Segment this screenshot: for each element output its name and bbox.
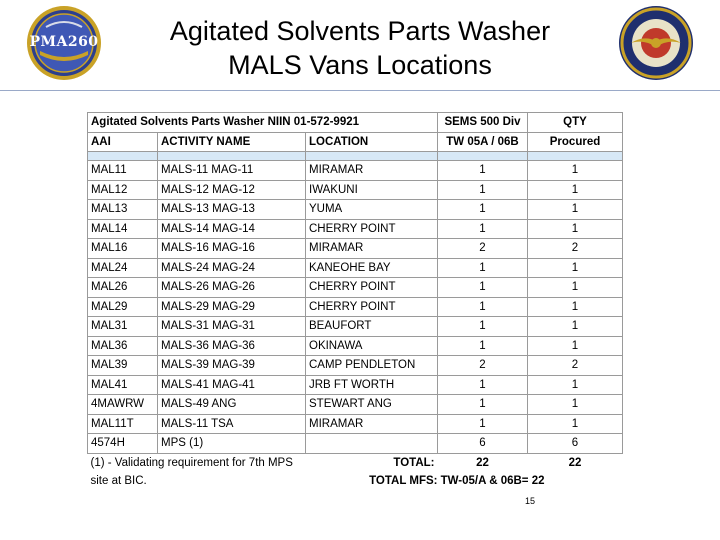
procured-count-cell: 1 [528, 200, 623, 220]
table-row [88, 180, 623, 200]
sems-count-cell: 2 [438, 356, 528, 376]
total-mfs: TOTAL MFS: TW-05/A & 06B= 22 [369, 475, 545, 488]
table-row [88, 414, 623, 434]
sems-count-cell: 1 [438, 180, 528, 200]
pma260-logo-text: PMA260 [29, 34, 99, 50]
aai-cell: MAL39 [88, 356, 158, 376]
procured-count-cell: 1 [528, 414, 623, 434]
location-cell: CHERRY POINT [306, 297, 438, 317]
activity-name-cell: MALS-29 MAG-29 [158, 297, 306, 317]
table-footer-row-1 [88, 453, 623, 472]
total-sems-value: 22 [476, 456, 489, 469]
title-divider [0, 90, 720, 91]
procured-count-cell: 2 [528, 239, 623, 259]
activity-header-cell: ACTIVITY NAME [158, 132, 306, 152]
location-cell: CAMP PENDLETON [306, 356, 438, 376]
table-row [88, 395, 623, 415]
activity-name-cell: MALS-24 MAG-24 [158, 258, 306, 278]
aai-cell: MAL24 [88, 258, 158, 278]
sems-count-cell: 1 [438, 258, 528, 278]
title-line-1: Agitated Solvents Parts Washer [169, 16, 551, 46]
procured-count-cell: 1 [528, 375, 623, 395]
aai-cell: MAL29 [88, 297, 158, 317]
procured-count-cell: 1 [528, 219, 623, 239]
procured-count-cell: 1 [528, 395, 623, 415]
location-cell: MIRAMAR [306, 161, 438, 181]
aai-cell: MAL36 [88, 336, 158, 356]
sems-count-cell: 1 [438, 317, 528, 337]
location-cell: CHERRY POINT [306, 278, 438, 298]
sems-count-cell: 6 [438, 434, 528, 454]
table-row [88, 161, 623, 181]
sems-count-cell: 1 [438, 161, 528, 181]
table-row [88, 434, 623, 454]
tw-header-cell: TW 05A / 06B [438, 132, 528, 152]
table-row [88, 278, 623, 298]
table-title-cell: Agitated Solvents Parts Washer NIIN 01-572-9921 [88, 113, 438, 133]
sems-header-cell: SEMS 500 Div [438, 113, 528, 133]
procured-count-cell: 1 [528, 297, 623, 317]
footnote-line-1: (1) - Validating requirement for 7th MPS [90, 456, 293, 469]
table-header-row-2 [88, 132, 623, 152]
table-spacer-row [88, 152, 623, 161]
activity-name-cell: MALS-14 MAG-14 [158, 219, 306, 239]
location-cell: CHERRY POINT [306, 219, 438, 239]
activity-name-cell: MALS-39 MAG-39 [158, 356, 306, 376]
sems-count-cell: 1 [438, 395, 528, 415]
aai-cell: MAL41 [88, 375, 158, 395]
pma260-logo [26, 5, 102, 81]
table-footer-row-2 [88, 472, 623, 491]
aai-cell: 4MAWRW [88, 395, 158, 415]
procured-count-cell: 1 [528, 161, 623, 181]
sems-count-cell: 1 [438, 297, 528, 317]
sems-count-cell: 1 [438, 278, 528, 298]
table-row [88, 219, 623, 239]
activity-name-cell: MALS-11 MAG-11 [158, 161, 306, 181]
locations-table [87, 112, 623, 491]
activity-name-cell: MPS (1) [158, 434, 306, 454]
table-row [88, 297, 623, 317]
location-cell: KANEOHE BAY [306, 258, 438, 278]
procured-count-cell: 6 [528, 434, 623, 454]
table-row [88, 317, 623, 337]
slide-title [130, 14, 590, 82]
total-label: TOTAL: [393, 456, 435, 469]
aai-cell: MAL12 [88, 180, 158, 200]
procured-count-cell: 1 [528, 258, 623, 278]
activity-name-cell: MALS-16 MAG-16 [158, 239, 306, 259]
sems-count-cell: 1 [438, 375, 528, 395]
location-cell: YUMA [306, 200, 438, 220]
aai-cell: MAL26 [88, 278, 158, 298]
table-row [88, 356, 623, 376]
table-row [88, 200, 623, 220]
activity-name-cell: MALS-12 MAG-12 [158, 180, 306, 200]
sems-count-cell: 1 [438, 219, 528, 239]
table-row [88, 239, 623, 259]
table-row [88, 375, 623, 395]
sems-count-cell: 1 [438, 414, 528, 434]
activity-name-cell: MALS-41 MAG-41 [158, 375, 306, 395]
sems-count-cell: 1 [438, 336, 528, 356]
aai-cell: MAL11T [88, 414, 158, 434]
activity-name-cell: MALS-36 MAG-36 [158, 336, 306, 356]
aai-cell: MAL11 [88, 161, 158, 181]
aai-cell: MAL13 [88, 200, 158, 220]
sems-count-cell: 2 [438, 239, 528, 259]
location-cell: BEAUFORT [306, 317, 438, 337]
aai-header-cell: AAI [88, 132, 158, 152]
aai-cell: MAL16 [88, 239, 158, 259]
table-header-row-1 [88, 113, 623, 133]
procured-count-cell: 1 [528, 278, 623, 298]
total-qty-value: 22 [568, 456, 582, 469]
location-cell: IWAKUNI [306, 180, 438, 200]
locations-spreadsheet [87, 112, 622, 491]
table-body [88, 161, 623, 454]
procured-header-cell: Procured [528, 132, 623, 152]
activity-name-cell: MALS-31 MAG-31 [158, 317, 306, 337]
location-cell [306, 434, 438, 454]
procured-count-cell: 1 [528, 317, 623, 337]
command-seal-logo [618, 5, 694, 81]
title-line-2: MALS Vans Locations [228, 50, 492, 80]
location-cell: OKINAWA [306, 336, 438, 356]
page-number: 15 [524, 496, 535, 506]
location-cell: MIRAMAR [306, 414, 438, 434]
command-seal-icon [618, 5, 694, 81]
table-row [88, 336, 623, 356]
aai-cell: 4574H [88, 434, 158, 454]
aai-cell: MAL14 [88, 219, 158, 239]
location-cell: MIRAMAR [306, 239, 438, 259]
location-cell: JRB FT WORTH [306, 375, 438, 395]
footnote-line-2: site at BIC. [90, 475, 147, 488]
procured-count-cell: 2 [528, 356, 623, 376]
activity-name-cell: MALS-26 MAG-26 [158, 278, 306, 298]
activity-name-cell: MALS-11 TSA [158, 414, 306, 434]
activity-name-cell: MALS-49 ANG [158, 395, 306, 415]
activity-name-cell: MALS-13 MAG-13 [158, 200, 306, 220]
qty-header-cell: QTY [528, 113, 623, 133]
aai-cell: MAL31 [88, 317, 158, 337]
table-row [88, 258, 623, 278]
location-header-cell: LOCATION [306, 132, 438, 152]
procured-count-cell: 1 [528, 180, 623, 200]
sems-count-cell: 1 [438, 200, 528, 220]
procured-count-cell: 1 [528, 336, 623, 356]
total-sems-cell [438, 453, 528, 472]
location-cell: STEWART ANG [306, 395, 438, 415]
